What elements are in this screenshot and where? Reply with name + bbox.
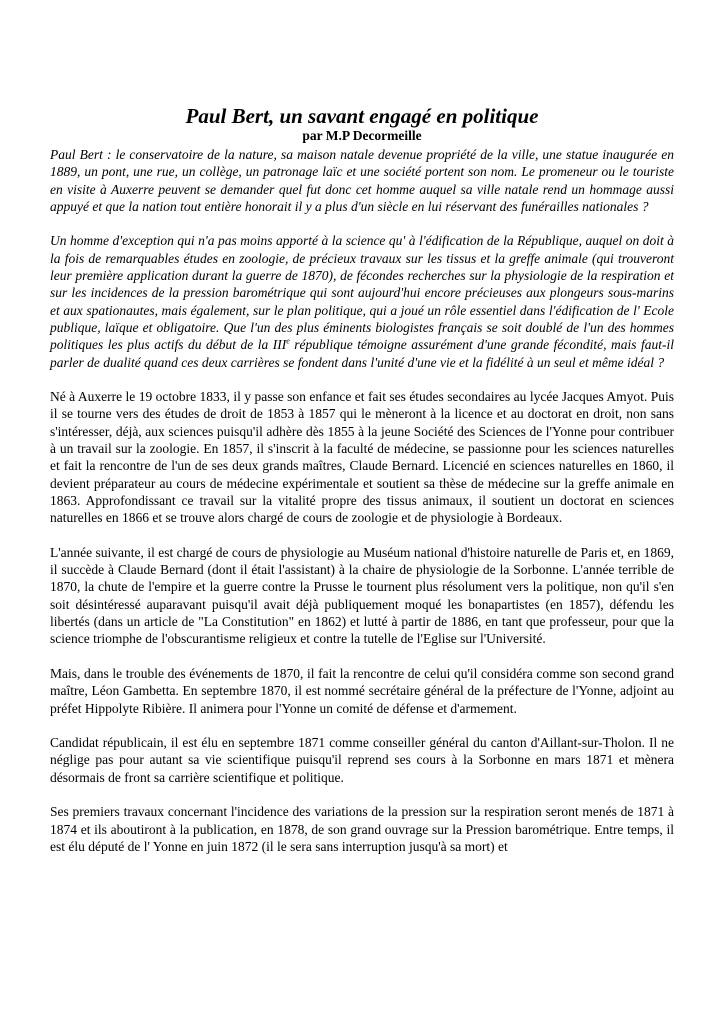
- body-paragraph-2: L'année suivante, il est chargé de cours de physiologie au Muséum national d'histoire naturelle de Paris et, en 1869, il succède à Claude Bernard (dont il était l'assistant) à la chaire de physiologie de la Sorbonne. L'année terrible de 1870, la chute de l'empire et la guerre contre la Prusse le tournent plus résolument vers la politique, non qu'il s'en soit désintéressé auparavant puisqu'il avait déjà publiquement moqué les bonapartistes (en 1857), défendu les libertés (dans un article de "La Constitution" en 1862) et lutté à partir de 1886, en tant que professeur, pour que la science triomphe de l'obscurantisme religieux et contre la tutelle de l'Eglise sur l'Université.: [50, 544, 674, 647]
- document-author: par M.P Decormeille: [302, 128, 422, 143]
- body-paragraph-1: Né à Auxerre le 19 octobre 1833, il y passe son enfance et fait ses études secondaires au lycée Jacques Amyot. Puis il se tourne vers des études de droit de 1853 à 1857 qui le mèneront à la licence et au doctorat en droit, non sans s'intéresser, déjà, aux sciences puisqu'il adhère dès 1855 à la jeune Société des Sciences de l'Yonne pour contribuer à un travail sur la zoologie. En 1857, il s'inscrit à la faculté de médecine, se passionne pour les sciences naturelles et fait la rencontre de l'un de ses deux grands maîtres, Claude Bernard. Licencié en sciences naturelles en 1860, il devient préparateur au cours de médecine expérimentale et soutient sa thèse de médecine sur la greffe animale en 1863. Approfondissant ce travail sur la vitalité propre des tissus animaux, il soutient un doctorat en sciences naturelles en 1866 et se trouve alors chargé de cours de zoologie et de physiologie à Bordeaux.: [50, 389, 674, 526]
- body-paragraph-5: Ses premiers travaux concernant l'incidence des variations de la pression sur la respiration seront menés de 1871 à 1874 et ils aboutiront à la publication, en 1878, de son grand ouvrage sur la Pression barométrique. Entre temps, il est élu député de l' Yonne en juin 1872 (il le sera sans interruption jusqu'à sa mort) et: [50, 804, 674, 854]
- intro-paragraph-1: Paul Bert : le conservatoire de la nature, sa maison natale devenue propriété de la ville, une statue inaugurée en 1889, un pont, une rue, un collège, un patronage laïc et une société portent son nom. Le promeneur ou le touriste en visite à Auxerre peuvent se demander quel fut donc cet homme auquel sa ville natale rend un hommage aussi appuyé et que la nation tout entière honorait il y a plus d'un siècle en lui réservant des funérailles nationales ?: [50, 147, 674, 214]
- intro-paragraph-2-text-b: république témoigne assurément d'une grande fécondité, mais faut-il parler de dualité quand ces deux carrières se fondent dans l'unité d'une vie et la fidélité à un seul et même idéal ?: [50, 337, 674, 370]
- body-paragraph-3: Mais, dans le trouble des événements de 1870, il fait la rencontre de celui qu'il considéra comme son second grand maître, Léon Gambetta. En septembre 1870, il est nommé secrétaire général de la préfecture de l'Yonne, adjoint au préfet Hippolyte Ribière. Il animera pour l'Yonne un comité de défense et d'armement.: [50, 665, 674, 716]
- intro-paragraph-2: [50, 232, 674, 370]
- body-paragraph-4: Candidat républicain, il est élu en septembre 1871 comme conseiller général du canton d'Aillant-sur-Tholon. Il ne néglige pas pour autant sa vie scientifique puisqu'il reprend ses cours à la Sorbonne en mars 1871 et mènera désormais de front sa carrière scientifique et politique.: [50, 735, 674, 785]
- ordinal-superscript: e: [286, 336, 290, 346]
- intro-paragraph-2-text-a: Un homme d'exception qui n'a pas moins apporté à la science qu' à l'édification de la République, auquel on doit à la fois de remarquables études en zoologie, de précieux travaux sur les tissus et la greffe animale (qui trouveront leur première application durant la guerre de 1870), de fécondes recherches sur la physiologie de la respiration et sur les incidences de la pression barométrique qui sont aujourd'hui encore précieuses aux plongeurs sous-marins et aux spationautes, mais également, sur le plan politique, qui a joué un rôle essentiel dans l'édification de l' Ecole publique, laïque et obligatoire. Que l'un des plus éminents biologistes français se soit doublé de l'un des hommes politiques les plus actifs du début de la III: [50, 233, 674, 353]
- document-title: Paul Bert, un savant engagé en politique: [185, 104, 539, 128]
